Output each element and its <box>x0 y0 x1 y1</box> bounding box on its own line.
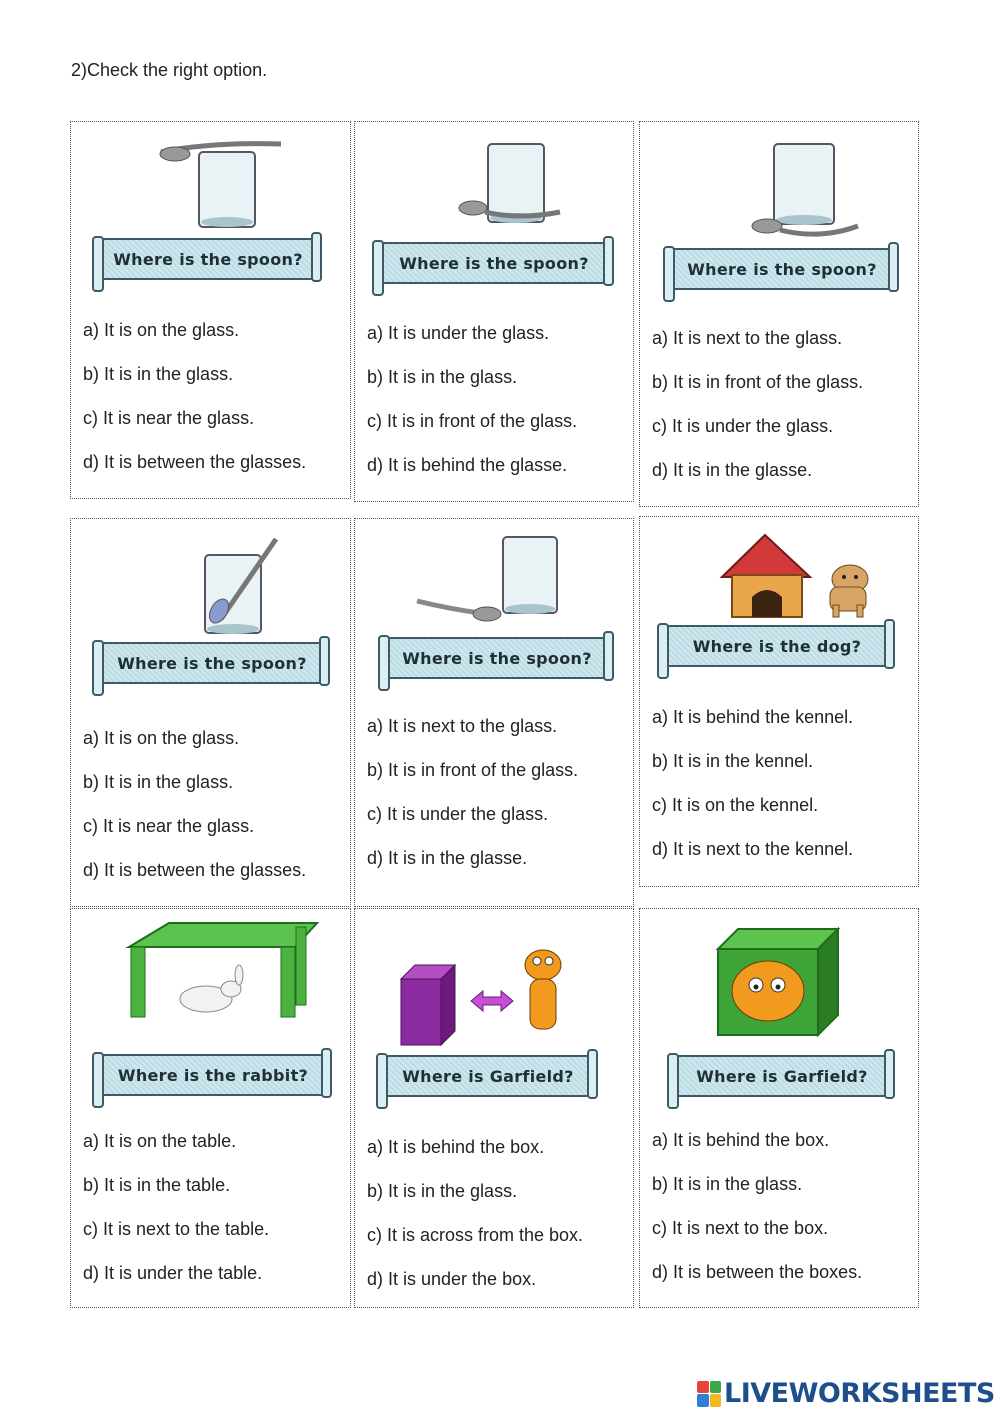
option-c[interactable]: c) It is under the glass. <box>367 804 549 824</box>
option-b[interactable]: b) It is in the table. <box>83 1175 231 1195</box>
option-b[interactable]: b) It is in the glass. <box>652 1174 803 1194</box>
question-banner: Where is the spoon? <box>377 242 611 284</box>
logo-square-yellow <box>710 1394 722 1407</box>
question-banner: Where is the spoon? <box>668 248 896 290</box>
question-banner: Where is the rabbit? <box>97 1054 329 1096</box>
question-banner: Where is the spoon? <box>97 238 319 280</box>
option-d[interactable]: d) It is in the glasse. <box>652 460 813 480</box>
option-a[interactable]: a) It is behind the box. <box>652 1130 830 1150</box>
question-card-5 <box>354 518 634 907</box>
question-banner: Where is the spoon? <box>383 637 611 679</box>
question-card-7 <box>70 908 351 1308</box>
picture-garfield-in-box <box>640 909 918 1099</box>
option-a[interactable]: a) It is next to the glass. <box>367 716 558 736</box>
option-a[interactable]: a) It is under the glass. <box>367 323 550 343</box>
question-card-6 <box>639 516 919 887</box>
option-d[interactable]: d) It is behind the glasse. <box>367 455 568 475</box>
picture-garfield-across-from-box <box>355 909 633 1099</box>
question-banner: Where is the spoon? <box>97 642 327 684</box>
option-d[interactable]: d) It is under the table. <box>83 1263 263 1283</box>
picture-rabbit-under-table <box>71 909 350 1099</box>
option-c[interactable]: c) It is on the kennel. <box>652 795 819 815</box>
option-d[interactable]: d) It is between the glasses. <box>83 452 307 472</box>
logo-square-green <box>710 1381 722 1394</box>
option-c[interactable]: c) It is in front of the glass. <box>367 411 578 431</box>
logo-square-blue <box>697 1394 709 1407</box>
logo-text: LIVEWORKSHEETS <box>724 1378 995 1409</box>
picture-spoon-next-to-glass <box>355 519 633 709</box>
option-d[interactable]: d) It is in the glasse. <box>367 848 528 868</box>
option-b[interactable]: b) It is in the glass. <box>83 364 234 384</box>
option-b[interactable]: b) It is in front of the glass. <box>367 760 579 780</box>
option-b[interactable]: b) It is in the glass. <box>367 1181 518 1201</box>
option-c[interactable]: c) It is near the glass. <box>83 408 255 428</box>
option-d[interactable]: d) It is under the box. <box>367 1269 537 1289</box>
question-banner: Where is the dog? <box>662 625 892 667</box>
liveworksheets-logo <box>697 1378 995 1409</box>
option-d[interactable]: d) It is next to the kennel. <box>652 839 854 859</box>
option-c[interactable]: c) It is under the glass. <box>652 416 834 436</box>
picture-dog-kennel <box>640 517 918 707</box>
option-a[interactable]: a) It is on the table. <box>83 1131 237 1151</box>
option-a[interactable]: a) It is behind the kennel. <box>652 707 854 727</box>
option-c[interactable]: c) It is next to the table. <box>83 1219 270 1239</box>
option-d[interactable]: d) It is between the glasses. <box>83 860 307 880</box>
question-card-4 <box>70 518 351 907</box>
option-a[interactable]: a) It is on the glass. <box>83 728 240 748</box>
picture-spoon-in-glass <box>71 519 350 709</box>
option-a[interactable]: a) It is on the glass. <box>83 320 240 340</box>
logo-square-red <box>697 1381 709 1394</box>
picture-spoon-on-glass <box>71 122 350 312</box>
picture-spoon-in-front-of-glass <box>640 122 918 312</box>
option-c[interactable]: c) It is next to the box. <box>652 1218 829 1238</box>
option-c[interactable]: c) It is near the glass. <box>83 816 255 836</box>
question-card-9 <box>639 908 919 1308</box>
option-d[interactable]: d) It is between the boxes. <box>652 1262 863 1282</box>
option-b[interactable]: b) It is in the kennel. <box>652 751 814 771</box>
option-a[interactable]: a) It is next to the glass. <box>652 328 843 348</box>
option-b[interactable]: b) It is in the glass. <box>83 772 234 792</box>
option-b[interactable]: b) It is in the glass. <box>367 367 518 387</box>
question-card-8 <box>354 908 634 1308</box>
question-card-2 <box>354 121 634 502</box>
option-b[interactable]: b) It is in front of the glass. <box>652 372 864 392</box>
option-a[interactable]: a) It is behind the box. <box>367 1137 545 1157</box>
question-card-1 <box>70 121 351 499</box>
question-banner: Where is Garfield? <box>672 1055 892 1097</box>
instruction: 2)Check the right option. <box>71 60 268 80</box>
option-c[interactable]: c) It is across from the box. <box>367 1225 584 1245</box>
question-banner: Where is Garfield? <box>381 1055 595 1097</box>
logo-badge-icon <box>697 1381 721 1407</box>
question-card-3 <box>639 121 919 507</box>
picture-spoon-under-glass <box>355 122 633 312</box>
